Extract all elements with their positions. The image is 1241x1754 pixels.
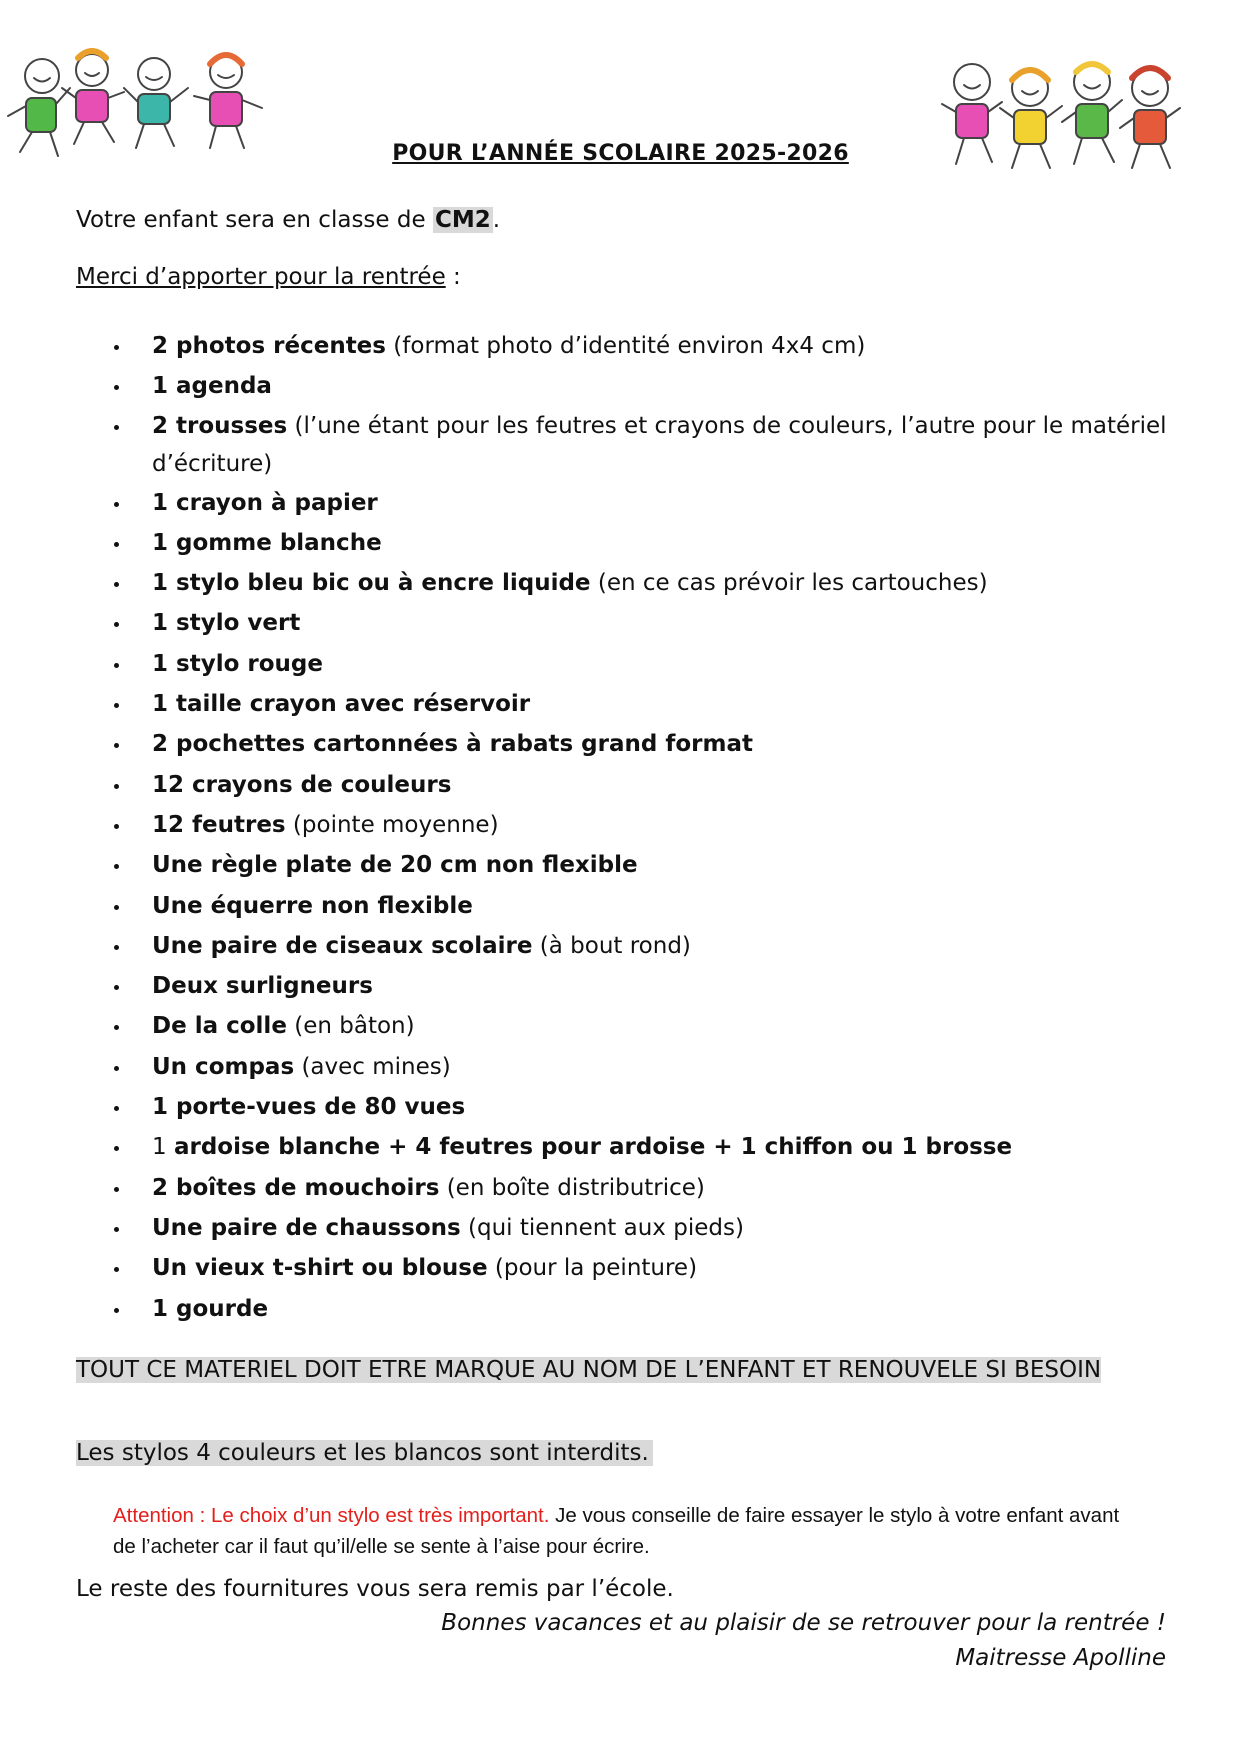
class-intro [76, 207, 500, 233]
marking-warning: TOUT CE MATERIEL DOIT ETRE MARQUE AU NOM DE L’ENFANT ET RENOUVELE SI BESOIN [76, 1357, 1102, 1383]
list-item: 1 crayon à papier [110, 483, 1190, 523]
list-item: Une équerre non flexible [110, 886, 1190, 926]
closing-wish: Bonnes vacances et au plaisir de se retrouver pour la rentrée ! [441, 1610, 1166, 1636]
intro-text: Votre enfant sera en classe de [76, 207, 433, 233]
supplies-heading [76, 264, 461, 290]
forbidden-warning: Les stylos 4 couleurs et les blancos sont interdits. [76, 1440, 653, 1466]
supplies-list [110, 326, 1190, 1329]
list-item: 1 gomme blanche [110, 523, 1190, 563]
list-item: 2 boîtes de mouchoirs (en boîte distributrice) [110, 1168, 1190, 1208]
attention-rest-text: Je vous conseille de faire essayer le stylo à votre enfant avant de l’acheter car il faut qu’il/elle se sente à l’aise pour écrire. [113, 1504, 1120, 1558]
list-item: 2 trousses (l’une étant pour les feutres et crayons de couleurs, l’autre pour le matériel d’écriture) [110, 407, 1190, 483]
page-title: POUR L’ANNÉE SCOLAIRE 2025-2026 [392, 141, 849, 166]
signature: Maitresse Apolline [955, 1645, 1166, 1671]
list-item: De la colle (en bâton) [110, 1006, 1190, 1046]
attention-note [113, 1500, 1143, 1562]
list-item: Une règle plate de 20 cm non flexible [110, 845, 1190, 885]
list-item: 2 pochettes cartonnées à rabats grand format [110, 724, 1190, 764]
supplies-heading-text: Merci d’apporter pour la rentrée [76, 264, 446, 290]
list-item: 1 stylo rouge [110, 644, 1190, 684]
remaining-supplies-note: Le reste des fournitures vous sera remis par l’école. [76, 1576, 674, 1602]
list-item: 12 feutres (pointe moyenne) [110, 805, 1190, 845]
list-item: 2 photos récentes (format photo d’identité environ 4x4 cm) [110, 326, 1190, 366]
list-item: 1 stylo vert [110, 603, 1190, 643]
attention-red-text: Attention : Le choix d’un stylo est très important. [113, 1504, 550, 1527]
list-item: 1 gourde [110, 1289, 1190, 1329]
intro-suffix: . [492, 207, 501, 233]
list-item: 1 taille crayon avec réservoir [110, 684, 1190, 724]
list-item: Un compas (avec mines) [110, 1047, 1190, 1087]
list-item: Une paire de ciseaux scolaire (à bout rond) [110, 926, 1190, 966]
list-item: 1 porte-vues de 80 vues [110, 1087, 1190, 1127]
list-item: Deux surligneurs [110, 966, 1190, 1006]
list-item: 1 ardoise blanche + 4 feutres pour ardoise + 1 chiffon ou 1 brosse [110, 1127, 1190, 1167]
supplies-heading-colon: : [445, 264, 461, 290]
list-item: 1 stylo bleu bic ou à encre liquide (en ce cas prévoir les cartouches) [110, 563, 1190, 603]
class-badge: CM2 [434, 207, 491, 233]
list-item: 12 crayons de couleurs [110, 765, 1190, 805]
list-item: Une paire de chaussons (qui tiennent aux pieds) [110, 1208, 1190, 1248]
list-item: 1 agenda [110, 366, 1190, 406]
list-item: Un vieux t-shirt ou blouse (pour la peinture) [110, 1248, 1190, 1288]
